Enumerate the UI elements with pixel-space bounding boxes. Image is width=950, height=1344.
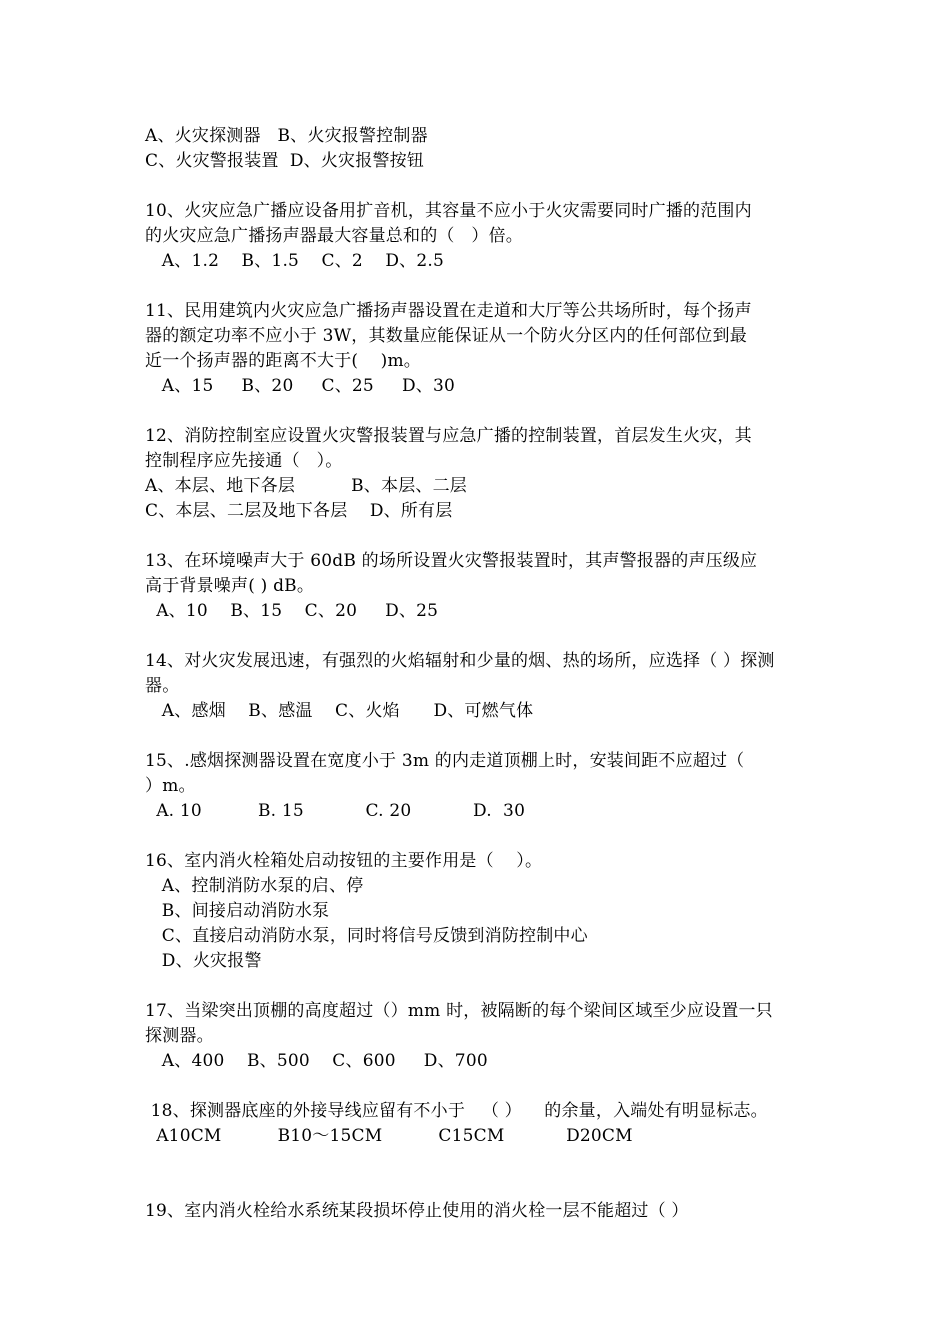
q18-options: A10CM B10～15CM C15CM D20CM	[145, 1126, 633, 1146]
q15-options: A. 10 B. 15 C. 20 D. 30	[145, 801, 526, 821]
q9-options-ab: A、火灾探测器 B、火灾报警控制器	[145, 126, 428, 146]
q16-text: 16、室内消火栓箱处启动按钮的主要作用是（ ）。	[145, 851, 543, 871]
q19-text: 19、室内消火栓给水系统某段损坏停止使用的消火栓一层不能超过（ ）	[145, 1201, 689, 1221]
q10-options: A、1.2 B、1.5 C、2 D、2.5	[145, 251, 444, 271]
q12-text-line1: 12、消防控制室应设置火灾警报装置与应急广播的控制装置，首层发生火灾，其	[145, 426, 752, 446]
q11-options: A、15 B、20 C、25 D、30	[145, 376, 456, 396]
q16-option-d: D、火灾报警	[145, 951, 262, 971]
q17-options: A、400 B、500 C、600 D、700	[145, 1051, 488, 1071]
q12-options-ab: A、本层、地下各层 B、本层、二层	[145, 476, 468, 496]
q17-text-line2: 探测器。	[145, 1026, 214, 1046]
q17-text-line1: 17、当梁突出顶棚的高度超过（）mm 时，被隔断的每个梁间区域至少应设置一只	[145, 1001, 773, 1021]
q16-option-b: B、间接启动消防水泵	[145, 901, 330, 921]
q11-text-line3: 近一个扬声器的距离不大于( )m。	[145, 351, 421, 371]
q13-text-line2: 高于背景噪声( ) dB。	[145, 576, 315, 596]
q11-text-line2: 器的额定功率不应小于 3W，其数量应能保证从一个防火分区内的任何部位到最	[145, 326, 747, 346]
q12-options-cd: C、本层、二层及地下各层 D、所有层	[145, 501, 453, 521]
q15-text-line1: 15、.感烟探测器设置在宽度小于 3m 的内走道顶棚上时，安装间距不应超过（	[145, 751, 745, 771]
q14-text-line1: 14、对火灾发展迅速，有强烈的火焰辐射和少量的烟、热的场所，应选择（ ）探测	[145, 651, 775, 671]
q13-text-line1: 13、在环境噪声大于 60dB 的场所设置火灾警报装置时，其声警报器的声压级应	[145, 551, 758, 571]
q16-option-c: C、直接启动消防水泵，同时将信号反馈到消防控制中心	[145, 926, 588, 946]
q9-options-cd: C、火灾警报装置 D、火灾报警按钮	[145, 151, 425, 171]
q16-option-a: A、控制消防水泵的启、停	[145, 876, 364, 896]
q15-text-line2: ）m。	[145, 776, 196, 796]
q14-text-line2: 器。	[145, 676, 180, 696]
q12-text-line2: 控制程序应先接通（ ）。	[145, 451, 343, 471]
q10-text-line1: 10、火灾应急广播应设备用扩音机，其容量不应小于火灾需要同时广播的范围内	[145, 201, 752, 221]
q13-options: A、10 B、15 C、20 D、25	[145, 601, 439, 621]
q18-text: 18、探测器底座的外接导线应留有不小于 （ ） 的余量，入端处有明显标志。	[145, 1101, 768, 1121]
q10-text-line2: 的火灾应急广播扬声器最大容量总和的（ ）倍。	[145, 226, 524, 246]
q14-options: A、感烟 B、感温 C、火焰 D、可燃气体	[145, 701, 534, 721]
q11-text-line1: 11、民用建筑内火灾应急广播扬声器设置在走道和大厅等公共场所时，每个扬声	[145, 301, 752, 321]
